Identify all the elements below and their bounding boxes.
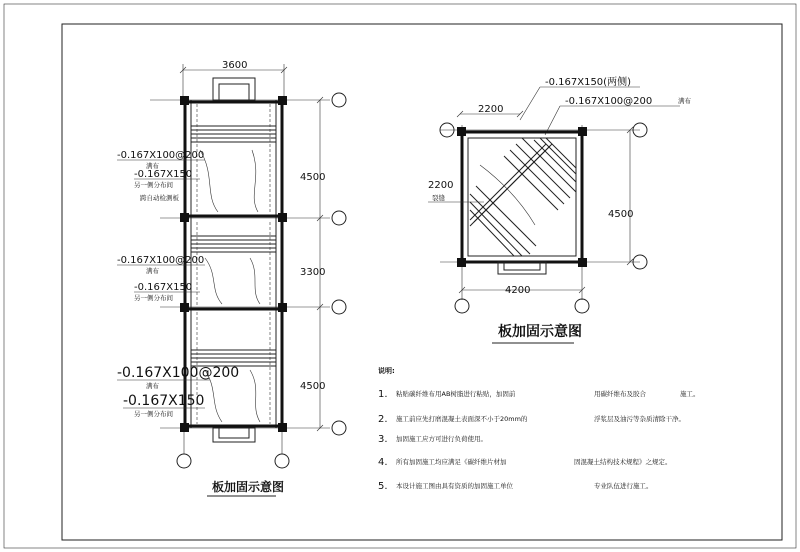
bay2-label-b: -0.167X150 bbox=[134, 282, 193, 293]
bay3-note-b: 另一侧分布间 bbox=[134, 410, 173, 418]
left-axis-bubble bbox=[332, 211, 346, 225]
general-notes bbox=[378, 366, 700, 492]
notes-heading: 说明: bbox=[378, 367, 395, 375]
right-axis-bubble bbox=[455, 299, 469, 313]
left-plan-title: 板加固示意图 bbox=[212, 480, 285, 494]
bay2-note-b: 另一侧分布间 bbox=[134, 294, 173, 302]
note-4-num: 4. bbox=[378, 457, 388, 468]
note-2-text: 施工前应先打磨混凝土表面深不小于20mm的 bbox=[396, 415, 528, 423]
bay1-note-b: 另一侧分布间 bbox=[134, 181, 173, 189]
right-dim-right: 4500 bbox=[608, 209, 634, 220]
bay3-label-a: -0.167X100@200 bbox=[117, 365, 240, 381]
note-1-text3: 施工。 bbox=[680, 390, 700, 398]
left-strip-group-2 bbox=[191, 236, 276, 252]
note-5-text2: 专业队伍进行施工。 bbox=[594, 482, 653, 490]
right-left-note: 裂缝 bbox=[432, 194, 445, 202]
left-dim-right-3: 4500 bbox=[300, 381, 326, 392]
left-axis-bubble bbox=[275, 454, 289, 468]
left-dim-top: 3600 bbox=[222, 60, 248, 71]
note-1-text2: 用碳纤维布及胶合 bbox=[594, 390, 646, 398]
note-2-num: 2. bbox=[378, 414, 388, 425]
note-3-num: 3. bbox=[378, 434, 388, 445]
right-plan-title: 板加固示意图 bbox=[498, 324, 582, 340]
note-1-num: 1. bbox=[378, 389, 388, 400]
note-2-text2: 浮浆层及油污等杂质清除干净。 bbox=[594, 415, 685, 423]
left-axis-bubble bbox=[332, 93, 346, 107]
left-dim-right-2: 3300 bbox=[300, 267, 326, 278]
bay1-label-a: -0.167X100@200 bbox=[117, 150, 205, 161]
bay3-note-a: 满布 bbox=[146, 382, 159, 390]
bay1-note-c: 跨自动检测板 bbox=[140, 194, 179, 202]
right-axis-bubble bbox=[575, 299, 589, 313]
right-dim-top: 2200 bbox=[478, 104, 504, 115]
left-strip-group-1 bbox=[191, 126, 276, 142]
left-axis-bubble bbox=[332, 300, 346, 314]
left-dim-right-1: 4500 bbox=[300, 172, 326, 183]
left-plan bbox=[117, 60, 346, 496]
note-1-text: 粘贴碳纤维布用AB树脂进行粘贴，加固前 bbox=[396, 390, 516, 398]
left-axis-bubble bbox=[332, 421, 346, 435]
bay1-note-a: 满布 bbox=[146, 162, 159, 170]
right-diagonal-strips-c bbox=[534, 138, 576, 182]
note-4-text: 所有加固施工均应满足《碳纤维片材加 bbox=[396, 458, 507, 466]
left-axis-bubble bbox=[177, 454, 191, 468]
bay2-label-a: -0.167X100@200 bbox=[117, 255, 205, 266]
bay3-label-b: -0.167X150 bbox=[123, 393, 205, 409]
right-plan bbox=[428, 75, 692, 343]
note-5-num: 5. bbox=[378, 481, 388, 492]
note-4-text2: 固混凝土结构技术规程》之规定。 bbox=[574, 458, 672, 466]
note-5-text: 本设计施工图由具有资质的加固施工单位 bbox=[396, 482, 513, 490]
right-diagonal-strips-b bbox=[470, 186, 536, 256]
bay2-note-a: 满布 bbox=[146, 267, 159, 275]
left-strip-group-3 bbox=[191, 350, 276, 366]
right-label-mid-note: 满布 bbox=[678, 97, 691, 105]
outer-frame bbox=[4, 4, 796, 548]
bay1-label-b: -0.167X150 bbox=[134, 169, 193, 180]
note-3-text: 加固施工应方可进行负荷使用。 bbox=[396, 435, 487, 443]
right-dim-left: 2200 bbox=[428, 180, 454, 191]
right-dim-bottom: 4200 bbox=[505, 285, 531, 296]
right-diagonal-strips-a bbox=[504, 138, 576, 210]
right-label-top: -0.167X150(两侧) bbox=[545, 77, 631, 88]
right-label-mid: -0.167X100@200 bbox=[565, 96, 653, 107]
